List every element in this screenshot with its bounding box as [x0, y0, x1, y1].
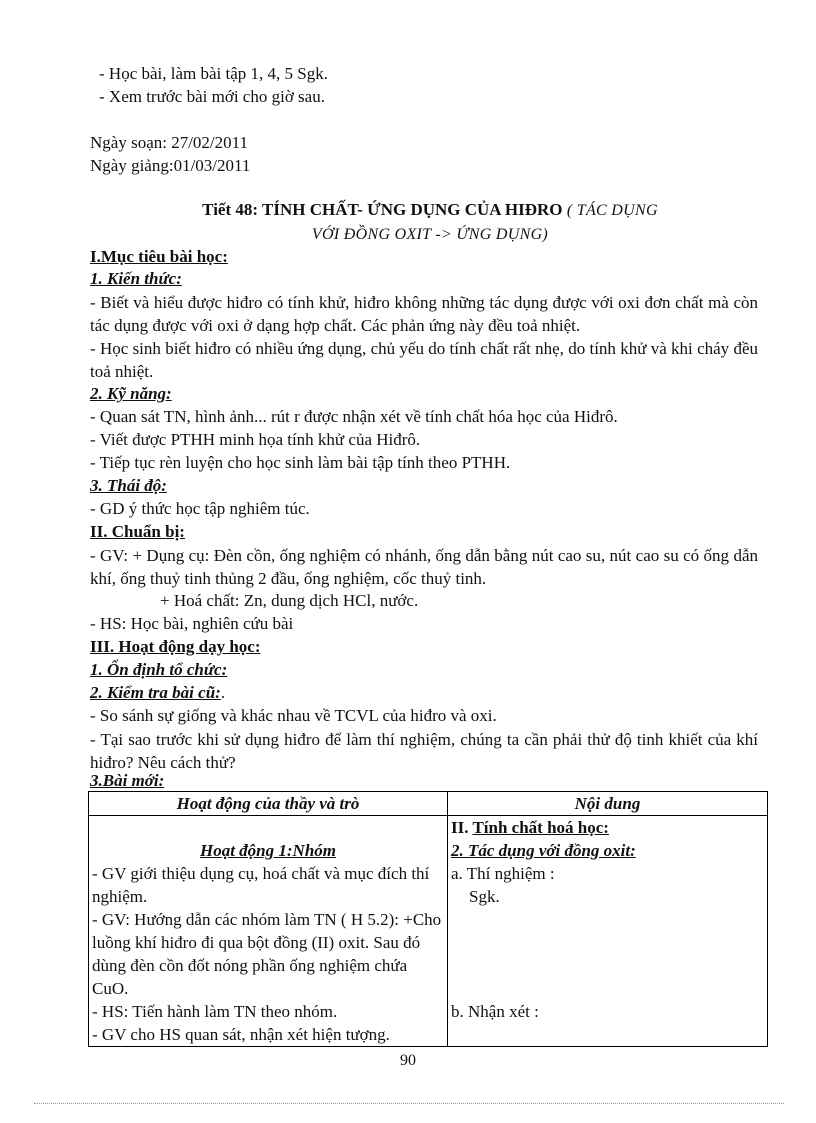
subsection-heading: 3.Bài mới:: [90, 771, 165, 790]
text-line: - HS: Học bài, nghiên cứu bài: [90, 614, 294, 633]
activity-line: - GV cho HS quan sát, nhận xét hiện tượng.: [92, 1025, 390, 1044]
content-line: b. Nhận xét :: [451, 1002, 539, 1021]
content-subheading: 2. Tác dụng với đồng oxit:: [451, 841, 636, 860]
subsection-heading: 2. Kỹ năng:: [90, 384, 172, 403]
homework-item: - Xem trước bài mới cho giờ sau.: [99, 87, 325, 106]
paragraph: - Tại sao trước khi sử dụng hiđro để làm thí nghiệm, chúng ta cần phải thử độ tinh khiết của khí hiđro? Nêu cách thử?: [90, 730, 758, 772]
lesson-title: [90, 198, 770, 247]
content-heading-text: Tính chất hoá học:: [472, 818, 609, 837]
activity-heading: Hoạt động 1:Nhóm: [199, 841, 337, 860]
text-line: - Viết được PTHH minh họa tính khử của Hiđrô.: [90, 430, 421, 449]
activity-line: - GV: Hướng dẫn các nhóm làm TN ( H 5.2): +Cho luồng khí hiđro đi qua bột đồng (II) oxit. Sau đó dùng đèn cồn đốt nóng phần ống nghiệm chứa CuO.: [92, 910, 442, 998]
paragraph: - GV: + Dụng cụ: Đèn cồn, ống nghiệm có nhánh, ống dẫn bằng nút cao su, nút cao su có ống dẫn khí, ống thuỷ tinh thủng 2 đầu, ống nghiệm, cốc thuỷ tinh.: [90, 546, 758, 588]
subsection-heading-line: [90, 682, 225, 704]
teacher-student-activity-cell: [89, 816, 448, 1047]
table-header: Nội dung: [448, 792, 768, 816]
lesson-title-sub: ( TÁC DỤNG: [562, 202, 658, 219]
section-heading: I.Mục tiêu bài học:: [90, 247, 228, 266]
content-cell: [448, 816, 768, 1047]
text-line: - Tiếp tục rèn luyện cho học sinh làm bài tập tính theo PTHH.: [90, 453, 511, 472]
subsection-heading: 1. Kiến thức:: [90, 269, 182, 288]
content-line: Sgk.: [469, 887, 500, 906]
date-taught: Ngày giảng:01/03/2011: [90, 156, 251, 175]
table-header: Hoạt động của thầy và trò: [89, 792, 448, 816]
table-row: [89, 816, 768, 1047]
date-prepared: Ngày soạn: 27/02/2011: [90, 133, 249, 152]
activity-table: [88, 791, 768, 1047]
text-line: - GD ý thức học tập nghiêm túc.: [90, 499, 310, 518]
activity-line: - HS: Tiến hành làm TN theo nhóm.: [92, 1002, 338, 1021]
heading-trailing-dot: .: [220, 683, 226, 702]
subsection-heading: 3. Thái độ:: [90, 476, 167, 495]
content-line: a. Thí nghiệm :: [451, 864, 555, 883]
subsection-heading: 2. Kiểm tra bài cũ:: [90, 683, 221, 702]
section-heading: III. Hoạt động dạy học:: [90, 637, 261, 656]
paragraph: - Học sinh biết hiđro có nhiều ứng dụng, chủ yếu do tính chất rất nhẹ, do tính khử và khi cháy đều toả nhiệt.: [90, 339, 758, 381]
section-heading: II. Chuẩn bị:: [90, 522, 185, 541]
subsection-heading: 1. Ổn định tổ chức:: [90, 660, 228, 679]
table-header-row: [89, 792, 768, 816]
page-bottom-divider: [34, 1103, 784, 1104]
activity-line: - GV giới thiệu dụng cụ, hoá chất và mục đích thí nghiệm.: [92, 864, 430, 906]
content-heading: [451, 816, 764, 839]
text-line: - So sánh sự giống và khác nhau về TCVL của hiđro và oxi.: [90, 706, 497, 725]
text-line: - Quan sát TN, hình ảnh... rút r được nhận xét về tính chất hóa học của Hiđrô.: [90, 407, 618, 426]
content-heading-number: II.: [451, 818, 473, 837]
lesson-title-main: Tiết 48: TÍNH CHẤT- ỨNG DỤNG CỦA HIĐRO: [202, 200, 563, 219]
homework-item: - Học bài, làm bài tập 1, 4, 5 Sgk.: [99, 64, 328, 83]
paragraph: - Biết và hiểu được hiđro có tính khử, hiđro không những tác dụng được với oxi đơn chất mà còn tác dụng được với oxi ở dạng hợp chất. Các phản ứng này đều toả nhiệt.: [90, 293, 758, 335]
lesson-title-sub-line2: VỚI ĐỒNG OXIT -> ỨNG DỤNG): [311, 226, 549, 243]
text-line: + Hoá chất: Zn, dung dịch HCl, nước.: [160, 591, 419, 610]
page-number: 90: [400, 1052, 416, 1069]
